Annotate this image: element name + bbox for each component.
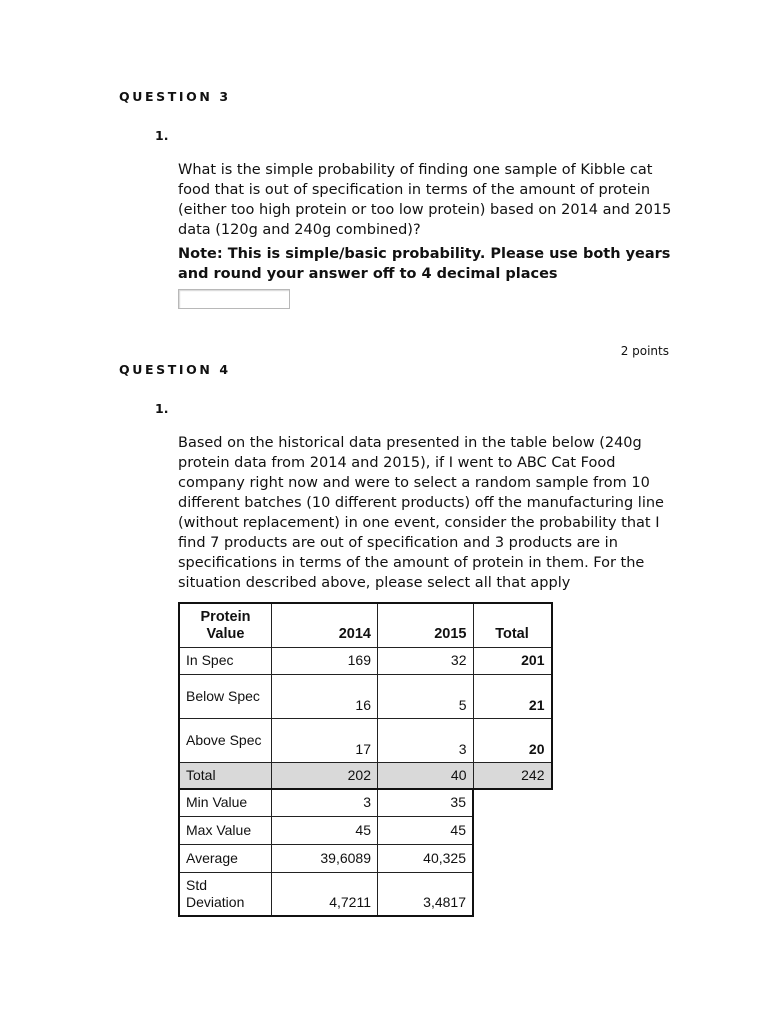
cell-2015: 5: [378, 674, 474, 718]
cell-2014: 39,6089: [272, 844, 378, 872]
table-row: [179, 674, 552, 718]
cell-2015: 35: [378, 789, 474, 816]
row-label: In Spec: [179, 647, 272, 674]
cell-total: 201: [473, 647, 552, 674]
cell-total: 21: [473, 674, 552, 718]
cell-2014: 4,7211: [272, 872, 378, 916]
cell-2014: 3: [272, 789, 378, 816]
cell-2014: 169: [272, 647, 378, 674]
table-row: [179, 789, 552, 816]
header-total: Total: [473, 603, 552, 647]
row-label: Min Value: [179, 789, 272, 816]
cell-2014: 16: [272, 674, 378, 718]
question-3-points: 2 points: [620, 344, 669, 358]
question-3-answer-input[interactable]: [178, 289, 290, 309]
cell-2015: 40,325: [378, 844, 474, 872]
cell-2015: 40: [378, 762, 474, 789]
cell-2015: 32: [378, 647, 474, 674]
table-row-total: [179, 762, 552, 789]
row-label: Max Value: [179, 816, 272, 844]
table-row: [179, 816, 552, 844]
cell-2014: 17: [272, 718, 378, 762]
question-3-heading: QUESTION 3: [119, 89, 231, 104]
question-4-heading: QUESTION 4: [119, 362, 231, 377]
question-4-text: Based on the historical data presented in the table below (240g protein data from 2014 and 2015), if I went to ABC Cat Food company right now and were to select a random sample from 10 different batches (10 different products) off the manufacturing line (without replacement) in one event, consider the probability that I find 7 products are out of specification and 3 products are in specifications in terms of the amount of protein in them. For the situation described above, please select all that apply: [178, 435, 664, 591]
cell-total: 242: [473, 762, 552, 789]
cell-2014: 202: [272, 762, 378, 789]
table-row: [179, 647, 552, 674]
row-label: Average: [179, 844, 272, 872]
cell-total: 20: [473, 718, 552, 762]
cell-2015: 3,4817: [378, 872, 474, 916]
protein-data-table: [178, 602, 553, 917]
table-row: [179, 844, 552, 872]
row-label: Above Spec: [179, 718, 272, 762]
question-4-number: 1.: [155, 401, 169, 416]
table-row: [179, 872, 552, 916]
question-3-number: 1.: [155, 128, 169, 143]
cell-2015: 45: [378, 816, 474, 844]
header-protein-value: Protein Value: [179, 603, 272, 647]
table-header-row: [179, 603, 552, 647]
header-2014: 2014: [272, 603, 378, 647]
cell-2014: 45: [272, 816, 378, 844]
cell-2015: 3: [378, 718, 474, 762]
row-label: Std Deviation: [179, 872, 272, 916]
question-3-note: Note: This is simple/basic probability. Please use both years and round your answer off to 4 decimal places: [178, 246, 671, 282]
question-3-text: What is the simple probability of finding one sample of Kibble cat food that is out of specification in terms of the amount of protein (either too high protein or too low protein) based on 2014 and 2015 data (120g and 240g combined)?: [178, 162, 672, 238]
row-label: Total: [179, 762, 272, 789]
header-2015: 2015: [378, 603, 474, 647]
row-label: Below Spec: [179, 674, 272, 718]
table-row: [179, 718, 552, 762]
